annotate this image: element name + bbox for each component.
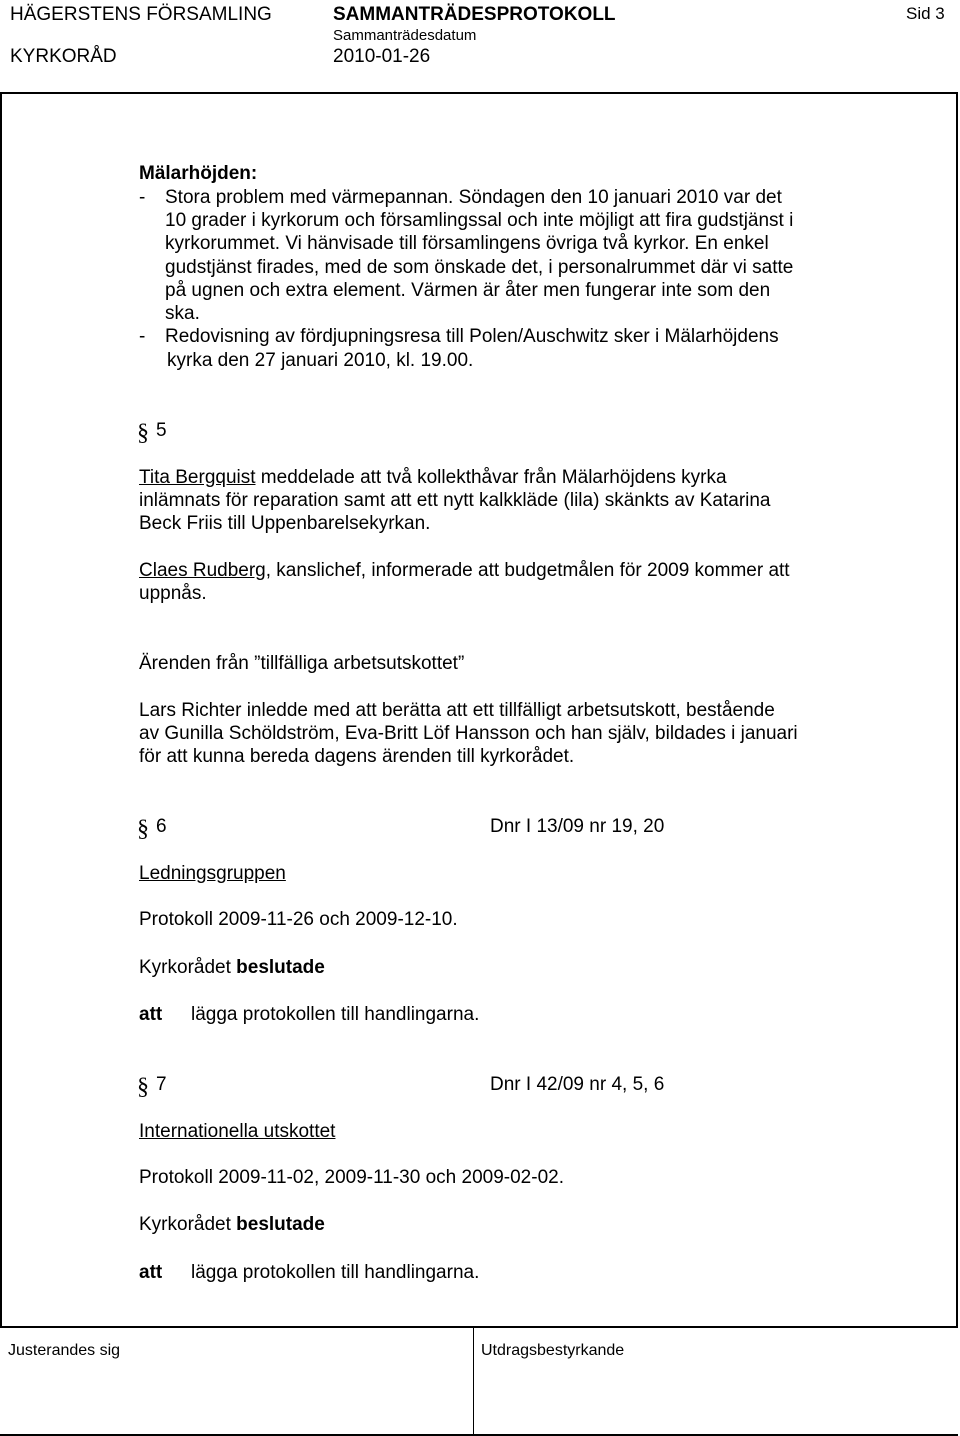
list-item-line: Stora problem med värmepannan. Söndagen den 10 januari 2010 var det (165, 187, 782, 208)
paragraph-line: inlämnats för reparation samt att ett nytt kalkkläde (lila) skänkts av Katarina (139, 490, 771, 511)
decision-verb: beslutade (236, 957, 325, 978)
list-item-line: på ugnen och extra element. Värmen är åter men fungerar inte som den (165, 280, 771, 301)
tillfalliga-heading: Ärenden från ”tillfälliga arbetsutskottet” (139, 653, 465, 674)
list-item-line: Redovisning av fördjupningsresa till Polen/Auschwitz sker i Mälarhöjdens (165, 326, 779, 347)
person-name: Tita Bergquist (139, 467, 256, 488)
section-5-paragraph-1 (139, 466, 727, 490)
paragraph-line: uppnås. (139, 583, 207, 604)
section-sign-icon (137, 815, 155, 841)
paragraph-line: Lars Richter inledde med att berätta att ett tillfälligt arbetsutskott, bestående (139, 700, 775, 721)
decision-prefix: Kyrkorådet (139, 957, 231, 978)
att-keyword: att (139, 1262, 163, 1283)
organization-name: HÄGERSTENS FÖRSAMLING (10, 4, 272, 25)
footer-rule (0, 1326, 958, 1328)
list-item-line: gudstjänst firades, med de som önskade det, i personalrummet där vi satte (165, 257, 794, 278)
paragraph-line: Beck Friis till Uppenbarelsekyrkan. (139, 513, 431, 534)
list-dash: - (139, 187, 146, 208)
malarhojden-heading: Mälarhöjden: (139, 163, 258, 184)
section-5-number: 5 (156, 420, 167, 441)
svg-text:§: § (137, 1074, 149, 1099)
list-item-line: ska. (165, 303, 200, 324)
paragraph-line: av Gunilla Schöldström, Eva-Britt Löf Hansson och han själv, bildades i januari (139, 723, 798, 744)
svg-text:§: § (137, 420, 149, 445)
section-7-title: Internationella utskottet (139, 1121, 336, 1142)
svg-text:§: § (137, 816, 149, 841)
frame-left-border (0, 92, 2, 1328)
list-dash: - (139, 326, 146, 347)
section-sign-icon (137, 419, 155, 445)
section-5-paragraph-2 (139, 559, 790, 583)
decision-prefix: Kyrkorådet (139, 1214, 231, 1235)
section-6-number: 6 (156, 816, 167, 837)
document-type: SAMMANTRÄDESPROTOKOLL (333, 4, 616, 25)
section-6-decision-heading (139, 956, 325, 980)
meeting-date-label: Sammanträdesdatum (333, 27, 477, 44)
section-sign-icon (137, 1073, 155, 1099)
paragraph-text: kanslichef, informerade att budgetmålen för 2009 kommer att (271, 560, 790, 581)
section-6-title: Ledningsgruppen (139, 863, 286, 884)
section-6-dnr: Dnr I 13/09 nr 19, 20 (490, 816, 665, 837)
meeting-date: 2010-01-26 (333, 46, 431, 67)
list-item-line: kyrkorummet. Vi hänvisade till församlingens övriga två kyrkor. En enkel (165, 233, 769, 254)
section-6-decision-text: lägga protokollen till handlingarna. (191, 1004, 480, 1025)
frame-right-border (956, 92, 958, 1328)
section-6-protocol: Protokoll 2009-11-26 och 2009-12-10. (139, 909, 458, 930)
section-7-dnr: Dnr I 42/09 nr 4, 5, 6 (490, 1074, 665, 1095)
person-name: Claes Rudberg, (139, 560, 272, 581)
page-number: Sid 3 (906, 4, 945, 23)
section-7-decision-text: lägga protokollen till handlingarna. (191, 1262, 480, 1283)
section-7-number: 7 (156, 1074, 167, 1095)
att-keyword: att (139, 1004, 163, 1025)
list-item-line: kyrka den 27 januari 2010, kl. 19.00. (167, 350, 474, 371)
list-item-line: 10 grader i kyrkorum och församlingssal och inte möjligt att fira gudstjänst i (165, 210, 794, 231)
section-7-decision-heading (139, 1213, 325, 1237)
signature-label: Justerandes sig (8, 1342, 121, 1359)
decision-verb: beslutade (236, 1214, 325, 1235)
paragraph-text: meddelade att två kollekthåvar från Mälarhöjdens kyrka (255, 467, 727, 488)
header-rule (0, 92, 958, 94)
footer-divider (473, 1326, 474, 1436)
section-7-protocol: Protokoll 2009-11-02, 2009-11-30 och 2009-02-02. (139, 1167, 564, 1188)
paragraph-line: för att kunna bereda dagens ärenden till kyrkorådet. (139, 746, 575, 767)
certification-label: Utdragsbestyrkande (481, 1342, 625, 1359)
department-name: KYRKORÅD (10, 46, 117, 67)
